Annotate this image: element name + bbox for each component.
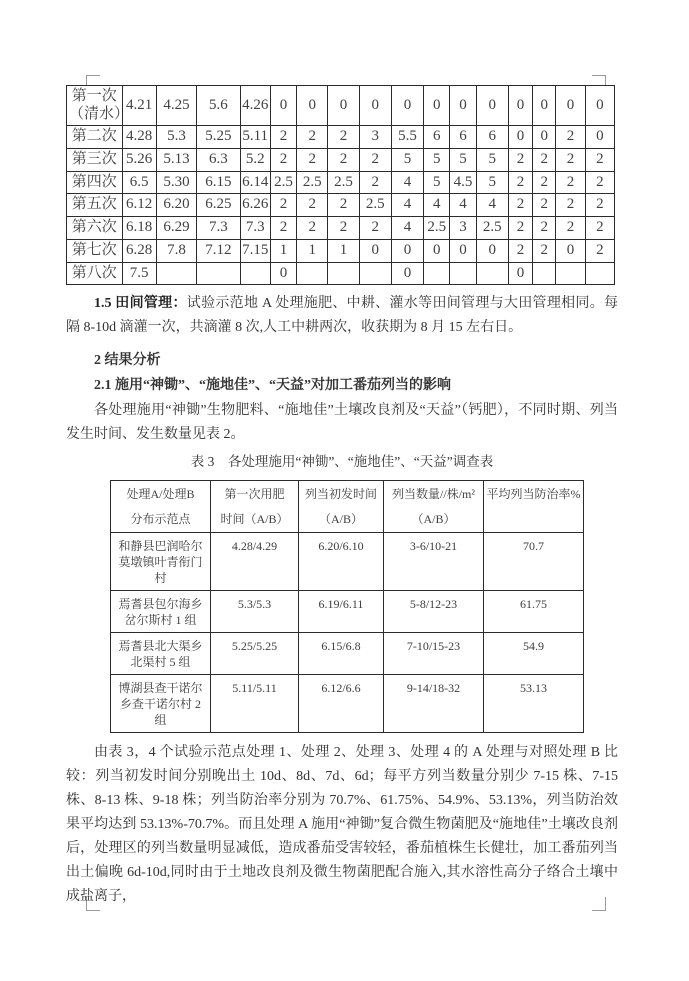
table-cell: 7.8 <box>156 239 196 262</box>
control-rate-cell: 53.13 <box>484 675 584 733</box>
table-cell: 5.2 <box>240 149 270 172</box>
table-cell: 4.28 <box>122 126 156 149</box>
table-cell: 2.5 <box>424 217 450 240</box>
table-cell: 2 <box>270 149 296 172</box>
table-cell: 5 <box>476 171 508 194</box>
table-cell: 2 <box>328 194 359 217</box>
emergence-date-cell: 6.19/6.11 <box>299 591 384 633</box>
header-average-control-rate <box>484 481 584 533</box>
control-rate-cell: 70.7 <box>484 533 584 591</box>
table-cell: 2 <box>585 171 614 194</box>
table-cell: 4 <box>476 194 508 217</box>
header-line: 平均列当防治率% <box>486 487 581 502</box>
table-cell: 2 <box>533 194 556 217</box>
table-cell <box>424 262 450 285</box>
table-cell: 7.3 <box>197 217 240 240</box>
table-cell: 6.18 <box>122 217 156 240</box>
header-first-emergence <box>299 481 384 533</box>
header-first-fertilizing <box>211 481 299 533</box>
table-cell: 7.3 <box>240 217 270 240</box>
section-heading-results: 2 结果分析 <box>94 353 161 369</box>
table-cell: 5.11 <box>240 126 270 149</box>
irrigation-table-row <box>67 194 615 217</box>
emergence-date-cell: 6.12/6.6 <box>299 675 384 733</box>
table-cell: 5.25 <box>197 126 240 149</box>
table-cell: 0 <box>270 262 296 285</box>
table-cell: 0 <box>533 86 556 126</box>
table-cell: 2 <box>359 149 391 172</box>
table-cell: 0 <box>556 86 585 126</box>
table-cell: 6.5 <box>122 171 156 194</box>
table-cell: 4 <box>391 217 423 240</box>
table-cell: 0 <box>270 86 296 126</box>
table-cell: 2.5 <box>328 171 359 194</box>
table-cell: 6.25 <box>197 194 240 217</box>
table-cell <box>450 262 476 285</box>
field-management-paragraph <box>66 292 618 340</box>
table-cell: 5.13 <box>156 149 196 172</box>
table-cell: 4.5 <box>450 171 476 194</box>
table-cell: 1 <box>297 239 328 262</box>
table-cell: 5 <box>424 171 450 194</box>
text-boundary-mark <box>592 75 606 85</box>
irrigation-table-row <box>67 217 615 240</box>
header-line: 处理A/处理B <box>126 487 195 502</box>
table-cell: 5.3 <box>156 126 196 149</box>
table-cell: 0 <box>508 262 532 285</box>
table-cell: 2 <box>556 217 585 240</box>
table-cell: 0 <box>424 86 450 126</box>
table-cell: 2 <box>297 217 328 240</box>
row-label: 第七次 <box>67 239 123 262</box>
table-cell: 6.14 <box>240 171 270 194</box>
table-cell: 0 <box>424 239 450 262</box>
table-cell <box>297 262 328 285</box>
table-cell: 3 <box>359 126 391 149</box>
table-cell: 2 <box>508 194 532 217</box>
table-cell: 2 <box>533 171 556 194</box>
survey-table-header-row <box>111 481 584 533</box>
table-cell: 2 <box>533 149 556 172</box>
table-cell: 4.26 <box>240 86 270 126</box>
table-cell: 5 <box>424 149 450 172</box>
fertilizing-date-cell: 5.3/5.3 <box>211 591 299 633</box>
table-cell <box>156 262 196 285</box>
table-cell: 2 <box>508 239 532 262</box>
table-cell: 2 <box>556 149 585 172</box>
row-label: 第八次 <box>67 262 123 285</box>
irrigation-table-row <box>67 86 615 126</box>
table-cell <box>533 262 556 285</box>
table-cell: 5.6 <box>197 86 240 126</box>
paragraph-lead: 1.5 田间管理： <box>94 296 187 312</box>
irrigation-table-row <box>67 126 615 149</box>
table-cell: 2 <box>585 217 614 240</box>
table-cell: 4 <box>391 171 423 194</box>
table-cell: 6.3 <box>197 149 240 172</box>
table-cell: 6.12 <box>122 194 156 217</box>
table-cell: 4 <box>450 194 476 217</box>
table-cell: 2.5 <box>297 171 328 194</box>
row-label: 第六次 <box>67 217 123 240</box>
table-cell <box>328 262 359 285</box>
table-cell <box>585 262 614 285</box>
table-cell <box>556 262 585 285</box>
table-cell: 2 <box>508 171 532 194</box>
table-cell: 2 <box>508 217 532 240</box>
analysis-paragraph: 由表 3，4 个试验示范点处理 1、处理 2、处理 3、处理 4 的 A 处理与对照处理 B 比较：列当初发时间分别晚出土 10d、8d、7d、6d；每平方列当数量分别少 7-15 株、7-15 株、8-13 株、9-18 株；列当防治率分别为 70.7%、61.75%、54.9%、53.13%，列当防治效果平均达到 53.13%-70.7%。而且处理 A 施用“神锄”复合微生物菌肥及“施地佳”土壤改良剂后，处理区的列当数量明显减低，造成番茄受害较轻，番茄植株生长健壮，加工番茄列当出土偏晚 6d-10d,同时由于土地改良剂及微生物菌肥配合施入,其水溶性高分子络合土壤中成盐离子， <box>66 745 618 905</box>
table-cell <box>197 262 240 285</box>
table-cell: 5 <box>476 149 508 172</box>
table-cell: 1 <box>270 239 296 262</box>
irrigation-table-row <box>67 171 615 194</box>
table-cell: 2 <box>297 194 328 217</box>
fertilizing-date-cell: 5.11/5.11 <box>211 675 299 733</box>
table-cell: 6 <box>476 126 508 149</box>
row-label: 第五次 <box>67 194 123 217</box>
table-cell <box>476 262 508 285</box>
table-cell: 6.26 <box>240 194 270 217</box>
table-cell: 2 <box>585 149 614 172</box>
header-line: 时间（A/B） <box>220 512 289 527</box>
table-cell: 7.5 <box>122 262 156 285</box>
control-rate-cell: 61.75 <box>484 591 584 633</box>
survey-table-row <box>111 591 584 633</box>
fertilizing-date-cell: 4.28/4.29 <box>211 533 299 591</box>
row-label: 第二次 <box>67 126 123 149</box>
table-cell: 2.5 <box>270 171 296 194</box>
table-cell: 2 <box>270 217 296 240</box>
site-cell: 焉耆县包尔海乡岔尔斯村 1 组 <box>111 591 211 633</box>
row-label: 第三次 <box>67 149 123 172</box>
table-cell: 2 <box>297 126 328 149</box>
table-cell: 2 <box>585 194 614 217</box>
table-cell: 7.15 <box>240 239 270 262</box>
table-cell: 6.20 <box>156 194 196 217</box>
table-cell: 0 <box>556 239 585 262</box>
count-cell: 3-6/10-21 <box>384 533 484 591</box>
header-line: 列当数量//株/m² <box>392 487 475 502</box>
count-cell: 5-8/12-23 <box>384 591 484 633</box>
survey-table-row <box>111 633 584 675</box>
survey-table-row <box>111 533 584 591</box>
table-cell: 6 <box>424 126 450 149</box>
treatment-survey-table <box>110 480 584 733</box>
table-cell: 0 <box>533 126 556 149</box>
table-cell: 6.29 <box>156 217 196 240</box>
header-broomrape-count <box>384 481 484 533</box>
page-content <box>66 85 618 909</box>
table-cell: 0 <box>297 86 328 126</box>
paragraph-text: 试验示范地 A 处理施肥、中耕、灌水等田间管理与大田管理相同。每隔 8-10d 滴灌一次，共滴灌 8 次,人工中耕两次，收获期为 8 月 15 左右日。 <box>66 296 618 336</box>
table-cell: 2.5 <box>476 217 508 240</box>
table-cell: 0 <box>508 126 532 149</box>
table-cell: 0 <box>391 262 423 285</box>
table-cell: 2 <box>533 217 556 240</box>
table-cell: 5.26 <box>122 149 156 172</box>
table-cell: 6.28 <box>122 239 156 262</box>
table-cell: 2 <box>585 239 614 262</box>
table-cell: 2.5 <box>359 194 391 217</box>
table-cell: 5.30 <box>156 171 196 194</box>
table-cell: 2 <box>508 149 532 172</box>
header-line: 列当初发时间 <box>304 487 377 502</box>
table-cell: 0 <box>585 86 614 126</box>
row-label: 第一次（清水） <box>67 86 123 126</box>
table-cell: 0 <box>359 86 391 126</box>
irrigation-record-table <box>66 85 615 285</box>
header-line: （A/B） <box>318 512 363 527</box>
table-cell: 1 <box>328 239 359 262</box>
table-cell: 0 <box>359 239 391 262</box>
table-cell: 2 <box>556 171 585 194</box>
irrigation-table-row <box>67 239 615 262</box>
table-cell: 0 <box>450 239 476 262</box>
site-cell: 和静县巴润哈尔莫墩镇叶青衔门村 <box>111 533 211 591</box>
table-cell: 5.5 <box>391 126 423 149</box>
table-cell <box>240 262 270 285</box>
table-cell: 2 <box>297 149 328 172</box>
table-cell: 3 <box>450 217 476 240</box>
table-cell: 4 <box>391 194 423 217</box>
header-line: （A/B） <box>411 512 456 527</box>
table-cell: 2 <box>328 126 359 149</box>
table-cell: 2 <box>556 126 585 149</box>
text-boundary-mark <box>86 75 100 85</box>
control-rate-cell: 54.9 <box>484 633 584 675</box>
table-cell: 0 <box>328 86 359 126</box>
table-cell: 4 <box>424 194 450 217</box>
table3-caption: 表 3 各处理施用“神锄”、“施地佳”、“天益”调查表 <box>190 454 494 470</box>
fertilizing-date-cell: 5.25/5.25 <box>211 633 299 675</box>
table-cell: 6 <box>450 126 476 149</box>
table-cell: 2 <box>533 239 556 262</box>
table-cell: 2 <box>359 217 391 240</box>
survey-table-row <box>111 675 584 733</box>
table-cell: 2 <box>270 194 296 217</box>
table-cell: 4.21 <box>122 86 156 126</box>
table-cell <box>359 262 391 285</box>
header-treatment-site <box>111 481 211 533</box>
subsection-heading-effect: 2.1 施用“神锄”、“施地佳”、“天益”对加工番茄列当的影响 <box>94 378 451 394</box>
table-cell: 0 <box>476 239 508 262</box>
table-cell: 5 <box>391 149 423 172</box>
table-cell: 2 <box>359 171 391 194</box>
table-cell: 2 <box>328 149 359 172</box>
site-cell: 博湖县查干诺尔乡查干诺尔村 2 组 <box>111 675 211 733</box>
table-cell: 6.15 <box>197 171 240 194</box>
count-cell: 7-10/15-23 <box>384 633 484 675</box>
site-cell: 焉耆县北大渠乡北渠村 5 组 <box>111 633 211 675</box>
table-cell: 0 <box>476 86 508 126</box>
table-cell: 7.12 <box>197 239 240 262</box>
table-cell: 0 <box>391 239 423 262</box>
row-label: 第四次 <box>67 171 123 194</box>
table-cell: 4.25 <box>156 86 196 126</box>
header-line: 第一次用肥 <box>224 487 285 502</box>
table-cell: 0 <box>450 86 476 126</box>
table-cell: 2 <box>556 194 585 217</box>
irrigation-table-row <box>67 149 615 172</box>
irrigation-table-row <box>67 262 615 285</box>
emergence-date-cell: 6.15/6.8 <box>299 633 384 675</box>
table-cell: 2 <box>328 217 359 240</box>
header-line: 分布示范点 <box>130 512 191 527</box>
emergence-date-cell: 6.20/6.10 <box>299 533 384 591</box>
table-cell: 2 <box>270 126 296 149</box>
table-cell: 0 <box>585 126 614 149</box>
count-cell: 9-14/18-32 <box>384 675 484 733</box>
treatment-intro-paragraph: 各处理施用“神锄”生物肥料、“施地佳”土壤改良剂及“天益”（钙肥），不同时期、列当发生时间、发生数量见表 2。 <box>66 403 618 443</box>
table-cell: 0 <box>508 86 532 126</box>
table-cell: 0 <box>391 86 423 126</box>
table-cell: 5 <box>450 149 476 172</box>
